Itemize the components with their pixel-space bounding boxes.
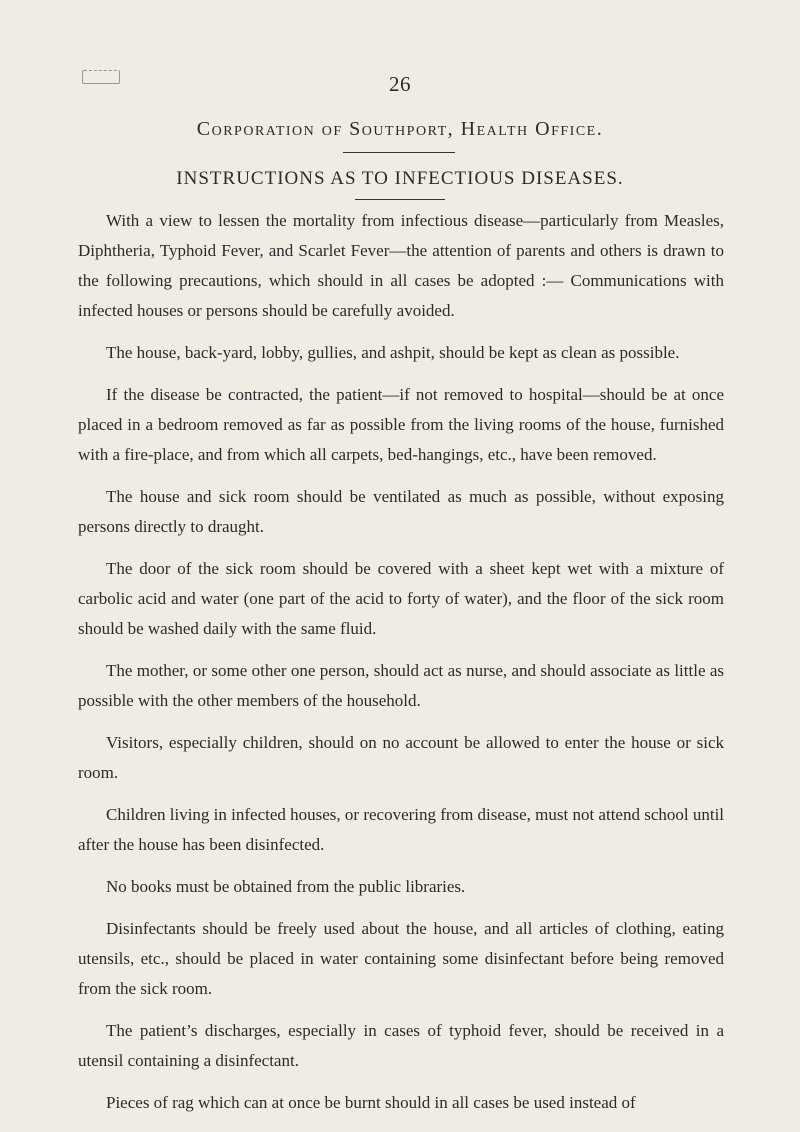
body-text <box>78 206 724 1130</box>
paragraph: With a view to lessen the mortality from infectious disease—particularly from Measles, Diphtheria, Typhoid Fever, and Scarlet Fever—the attention of parents and others is drawn to the following precautions, which should in all cases be adopted :— Communications with infected houses or persons should be carefully avoided. <box>78 211 724 320</box>
office-heading: Corporation of Southport, Health Office. <box>196 118 604 140</box>
stamp-mark-icon <box>82 70 120 84</box>
paragraph: The house, back-yard, lobby, gullies, and ashpit, should be kept as clean as possible. <box>106 343 680 362</box>
title-divider <box>355 199 445 200</box>
paragraph: The patient’s discharges, especially in cases of typhoid fever, should be received in a utensil containing a disinfectant. <box>78 1021 724 1070</box>
paragraph: The door of the sick room should be covered with a sheet kept wet with a mixture of carbolic acid and water (one part of the acid to forty of water), and the floor of the sick room should be washed daily with the same fluid. <box>78 559 724 638</box>
paragraph: The mother, or some other one person, should act as nurse, and should associate as little as possible with the other members of the household. <box>78 661 724 710</box>
page-number: 26 <box>389 72 411 96</box>
paragraph: No books must be obtained from the public libraries. <box>106 877 466 896</box>
paragraph: Children living in infected houses, or recovering from disease, must not attend school until after the house has been disinfected. <box>78 805 725 854</box>
paragraph: Visitors, especially children, should on no account be allowed to enter the house or sick room. <box>78 733 724 782</box>
heading-divider <box>343 152 455 153</box>
paragraph: The house and sick room should be ventilated as much as possible, without exposing persons directly to draught. <box>78 487 724 536</box>
paragraph: Pieces of rag which can at once be burnt should in all cases be used instead of <box>106 1093 636 1112</box>
document-title: INSTRUCTIONS AS TO INFECTIOUS DISEASES. <box>176 168 624 189</box>
paragraph: Disinfectants should be freely used about the house, and all articles of clothing, eating utensils, etc., should be placed in water containing some disinfectant before being removed from the sick room. <box>78 919 724 998</box>
paragraph: If the disease be contracted, the patient—if not removed to hospital—should be at once placed in a bedroom removed as far as possible from the living rooms of the house, furnished with a fire-place, and from which all carpets, bed-hangings, etc., have been removed. <box>78 385 724 464</box>
